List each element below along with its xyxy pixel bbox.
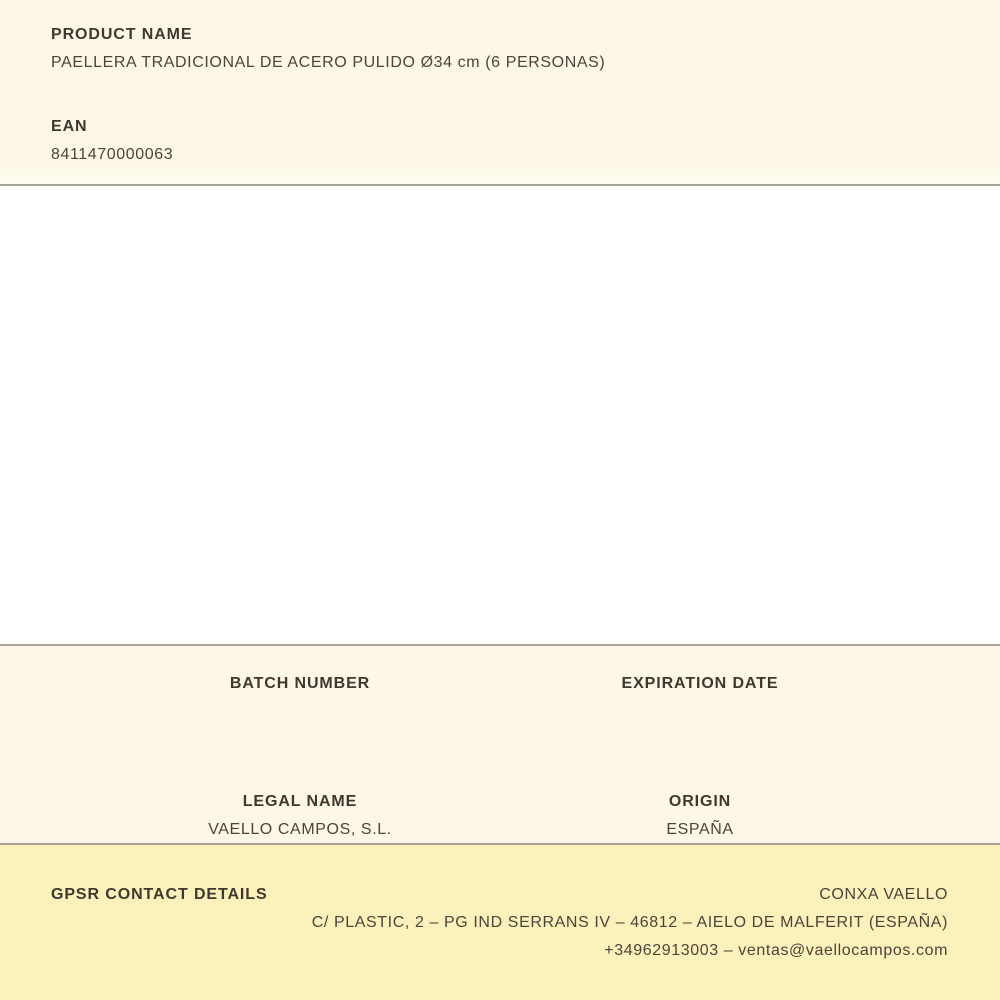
batch-number-value — [100, 702, 500, 722]
contact-name: CONXA VAELLO — [819, 886, 948, 903]
origin-label: ORIGIN — [668, 793, 732, 810]
contact-phone-email: +34962913003 – ventas@vaellocampos.com — [604, 942, 948, 959]
expiration-date-field — [500, 674, 900, 722]
batch-number-label: BATCH NUMBER — [229, 675, 371, 692]
ean-value: 8411470000063 — [51, 146, 174, 163]
product-image-area — [0, 186, 1000, 644]
product-name-label: PRODUCT NAME — [51, 26, 193, 43]
gpsr-contact-label: GPSR CONTACT DETAILS — [51, 886, 268, 903]
details-grid — [100, 674, 900, 840]
product-header-section — [0, 0, 1000, 184]
product-details-section — [0, 646, 1000, 843]
legal-name-value: VAELLO CAMPOS, S.L. — [208, 821, 392, 838]
ean-field — [51, 117, 949, 165]
gpsr-contact-section — [0, 845, 1000, 1000]
origin-value: ESPAÑA — [666, 821, 734, 838]
product-name-field — [51, 25, 949, 73]
contact-address: C/ PLASTIC, 2 – PG IND SERRANS IV – 46812 – AIELO DE MALFERIT (ESPAÑA) — [311, 914, 948, 931]
expiration-date-value — [500, 702, 900, 722]
ean-label: EAN — [51, 118, 88, 135]
product-name-value: PAELLERA TRADICIONAL DE ACERO PULIDO Ø34 cm (6 PERSONAS) — [51, 54, 606, 71]
legal-name-label: LEGAL NAME — [242, 793, 358, 810]
gpsr-contact-block — [268, 885, 948, 961]
expiration-date-label: EXPIRATION DATE — [621, 675, 779, 692]
batch-number-field — [100, 674, 500, 722]
legal-name-field — [100, 792, 500, 840]
origin-field — [500, 792, 900, 840]
